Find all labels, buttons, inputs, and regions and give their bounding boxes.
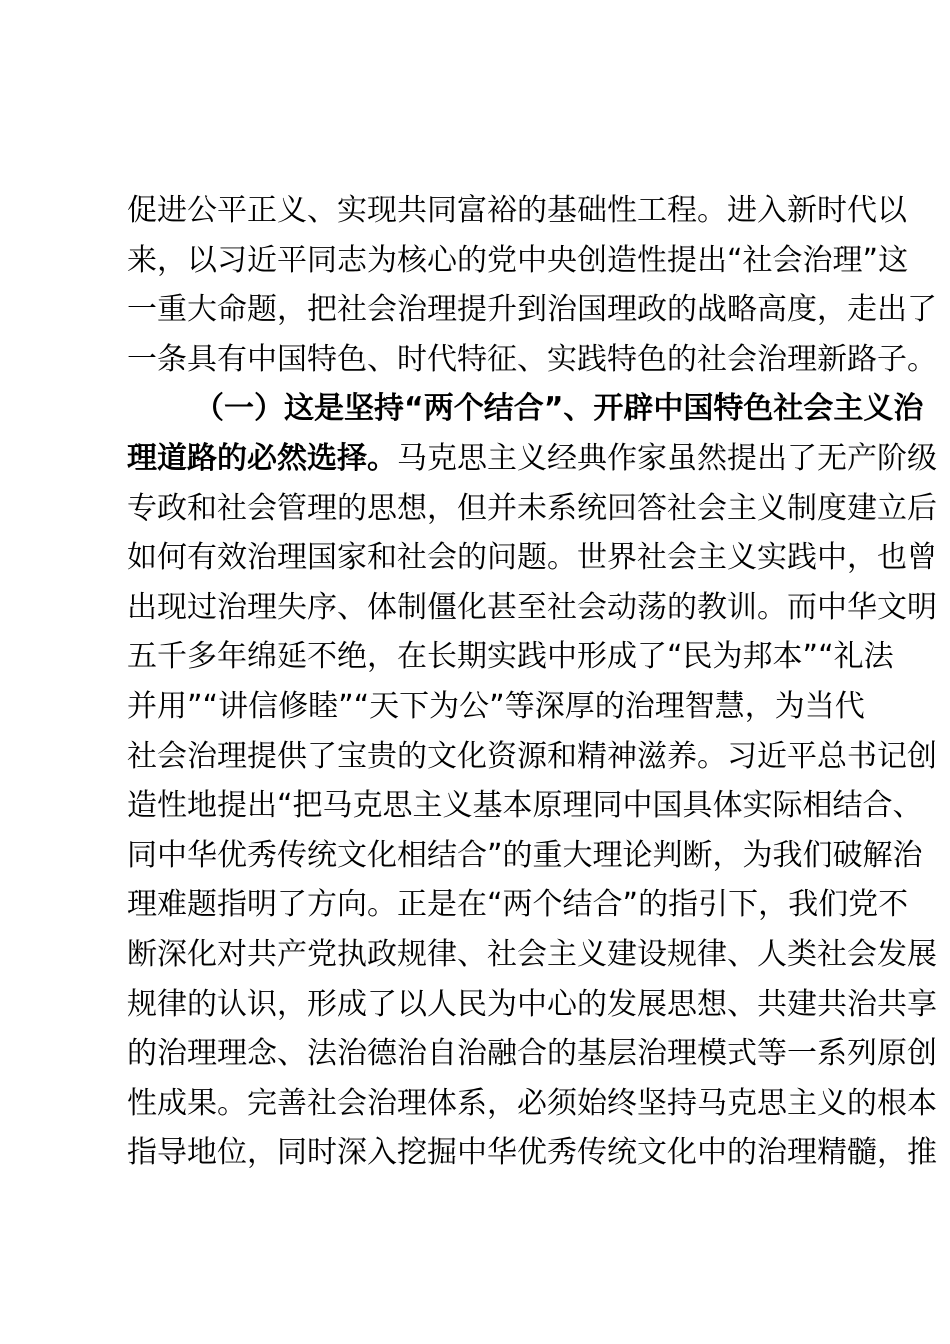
paragraph-intro-continued — [127, 186, 937, 384]
text-line: 规律的认识，形成了以人民为中心的发展思想、共建共治共享 — [127, 986, 937, 1022]
section-heading-line: （一）这是坚持“两个结合”、开辟中国特色社会主义治 — [194, 391, 924, 427]
text-line: 理难题指明了方向。正是在“两个结合”的指引下，我们党不 — [127, 887, 909, 923]
text-line: 促进公平正义、实现共同富裕的基础性工程。进入新时代以 — [127, 193, 907, 228]
document-page — [127, 186, 937, 1178]
text-line: 并用”“讲信修睦”“天下为公”等深厚的治理智慧，为当代 — [127, 688, 865, 724]
text-line: 专政和社会管理的思想，但并未系统回答社会主义制度建立后 — [127, 490, 937, 526]
text-line: 断深化对共产党执政规律、社会主义建设规律、人类社会发展 — [127, 936, 937, 972]
text-line: 同中华优秀传统文化相结合”的重大理论判断，为我们破解治 — [127, 837, 923, 873]
paragraph-section-one — [127, 384, 937, 1178]
text-line: 如何有效治理国家和社会的问题。世界社会主义实践中，也曾 — [127, 540, 937, 576]
text-line: 造性地提出“把马克思主义基本原理同中国具体实际相结合、 — [127, 788, 923, 824]
text-line: 出现过治理失序、体制僵化甚至社会动荡的教训。而中华文明 — [127, 589, 937, 625]
section-heading-tail: 理道路的必然选择。 — [127, 440, 397, 476]
text-line: 来，以习近平同志为核心的党中央创造性提出“社会治理”这 — [127, 242, 909, 278]
text-line — [127, 434, 937, 484]
body-text: 马克思主义经典作家虽然提出了无产阶级 — [397, 440, 937, 476]
text-line: 五千多年绵延不绝，在长期实践中形成了“民为邦本”“礼法 — [127, 639, 894, 675]
text-line: 一条具有中国特色、时代特征、实践特色的社会治理新路子。 — [127, 341, 937, 377]
text-line: 一重大命题，把社会治理提升到治国理政的战略高度，走出了 — [127, 292, 937, 328]
text-line: 指导地位，同时深入挖掘中华优秀传统文化中的治理精髓，推 — [127, 1135, 937, 1171]
text-line: 性成果。完善社会治理体系，必须始终坚持马克思主义的根本 — [127, 1085, 937, 1121]
text-line: 社会治理提供了宝贵的文化资源和精神滋养。习近平总书记创 — [127, 738, 937, 774]
text-line: 的治理理念、法治德治自治融合的基层治理模式等一系列原创 — [127, 1036, 937, 1072]
